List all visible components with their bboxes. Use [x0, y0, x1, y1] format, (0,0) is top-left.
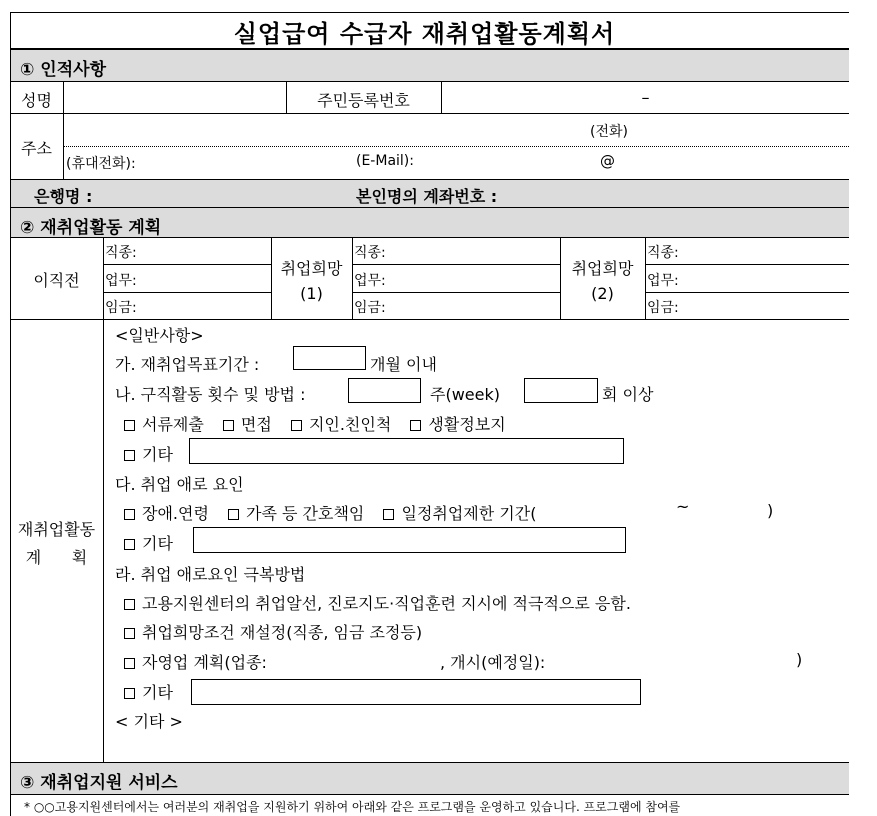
search-activity-label: 나. 구직활동 횟수 및 방법 : [115, 385, 306, 404]
section3-heading: ③ 재취업지원 서비스 [20, 773, 178, 793]
overcome-option-2[interactable] [124, 620, 422, 643]
method-classifieds-checkbox[interactable] [410, 415, 505, 434]
goal-period-suffix: 개월 이내 [370, 355, 437, 374]
obstacle-family-checkbox[interactable] [228, 504, 364, 523]
hope2-wage-label: 임금: [647, 300, 679, 316]
hope1-number: (1) [300, 284, 323, 303]
week-label: 주(week) [430, 385, 500, 404]
checkbox-icon [223, 420, 234, 431]
count-suffix: 회 이상 [602, 385, 654, 404]
self-employment-close-paren: ) [796, 650, 803, 669]
obstacle-other-checkbox[interactable] [124, 531, 173, 554]
other-section-field[interactable] [110, 732, 840, 760]
overcome-option-3-label: 자영업 계획(업종: [142, 653, 267, 672]
overcome-option-1-label: 고용지원센터의 취업알선, 진로지도·직업훈련 지시에 적극적으로 응함. [142, 594, 631, 613]
hope2-number: (2) [591, 284, 614, 303]
method-acquaintance-label: 지인.친인척 [308, 415, 392, 434]
checkbox-icon [383, 509, 394, 520]
name-label: 성명 [21, 91, 52, 110]
checkbox-icon [291, 420, 302, 431]
section2-heading: ② 재취업활동 계획 [20, 218, 162, 238]
goal-period-row [115, 352, 259, 375]
checkbox-icon [124, 599, 135, 610]
other-section-label: < 기타 > [115, 712, 183, 731]
restriction-close-paren: ) [767, 501, 774, 520]
mobile-label: (휴대전화): [66, 156, 136, 172]
obstacle-other-input[interactable] [193, 527, 626, 553]
form-title: 실업급여 수급자 재취업활동계획서 [233, 20, 616, 48]
email-label: (E-Mail): [356, 153, 414, 169]
obstacle-disability-checkbox[interactable] [124, 504, 209, 523]
method-documents-label: 서류제출 [142, 415, 204, 434]
hope2-job-label: 직종: [647, 245, 679, 261]
checkbox-icon [228, 509, 239, 520]
plan-label-2: 계 획 [25, 548, 88, 567]
restriction-tilde: ~ [676, 497, 690, 516]
method-other-label: 기타 [142, 445, 173, 464]
rrn-label: 주민등록번호 [317, 91, 410, 110]
method-classifieds-label: 생활정보지 [428, 415, 506, 434]
prev-job-field-label: 직종: [105, 245, 137, 261]
bank-label: 은행명 : [34, 187, 93, 206]
obstacles-row [124, 501, 536, 524]
self-employment-start-label: , 개시(예정일): [440, 653, 546, 672]
obstacle-restriction-label: 일정취업제한 기간( [401, 504, 537, 523]
hope2-label: 취업희망 [571, 259, 634, 278]
hope1-label: 취업희망 [280, 259, 343, 278]
obstacle-other-label: 기타 [142, 534, 173, 553]
address-label: 주소 [21, 139, 52, 158]
prev-job-label: 이직전 [33, 271, 80, 290]
method-documents-checkbox[interactable] [124, 415, 204, 434]
section1-band [10, 49, 849, 81]
account-label: 본인명의 계좌번호 : [356, 187, 498, 206]
goal-period-input[interactable] [293, 346, 366, 370]
overcome-other-checkbox[interactable] [124, 680, 173, 703]
method-interview-checkbox[interactable] [223, 415, 272, 434]
overcome-heading: 라. 취업 애로요인 극복방법 [115, 565, 306, 584]
rrn-field[interactable]: – [641, 88, 650, 107]
hope1-job-label: 직종: [354, 245, 386, 261]
method-other-input[interactable] [189, 438, 624, 464]
method-other-checkbox[interactable] [124, 442, 173, 465]
search-activity-count-input[interactable] [524, 378, 598, 403]
checkbox-icon [124, 539, 135, 550]
checkbox-icon [124, 509, 135, 520]
at-sign: @ [600, 152, 615, 170]
obstacle-family-label: 가족 등 간호책임 [246, 504, 365, 523]
checkbox-icon [124, 420, 135, 431]
overcome-option-2-label: 취업희망조건 재설정(직종, 임금 조정등) [142, 623, 423, 642]
name-field[interactable] [64, 82, 286, 113]
hope1-wage-label: 임금: [354, 300, 386, 316]
prev-work-field-label: 업무: [105, 273, 137, 289]
overcome-option-3[interactable] [124, 650, 267, 673]
overcome-other-input[interactable] [191, 679, 641, 705]
checkbox-icon [124, 658, 135, 669]
overcome-option-1[interactable] [124, 591, 631, 614]
method-interview-label: 면접 [240, 415, 272, 434]
section3-note: * ○○고용지원센터에서는 여러분의 재취업을 지원하기 위하여 아래와 같은 프로그램을 운영하고 있습니다. 프로그램에 참여를 [24, 800, 681, 814]
hope2-work-label: 업무: [647, 273, 679, 289]
search-activity-weeks-input[interactable] [348, 378, 421, 403]
method-acquaintance-checkbox[interactable] [291, 415, 391, 434]
checkbox-icon [124, 688, 135, 699]
obstacle-disability-label: 장애.연령 [142, 504, 209, 523]
methods-row [124, 412, 506, 435]
address-field[interactable] [64, 114, 849, 146]
checkbox-icon [124, 628, 135, 639]
obstacle-restriction-checkbox[interactable] [383, 504, 536, 523]
section1-heading: ① 인적사항 [20, 60, 106, 80]
checkbox-icon [410, 420, 421, 431]
obstacles-heading: 다. 취업 애로 요인 [115, 475, 244, 494]
checkbox-icon [124, 450, 135, 461]
general-header: <일반사항> [115, 326, 204, 345]
overcome-other-label: 기타 [142, 683, 173, 702]
phone-label: (전화) [590, 124, 628, 140]
goal-period-label: 가. 재취업목표기간 : [115, 355, 260, 374]
prev-wage-field-label: 임금: [105, 300, 137, 316]
hope1-work-label: 업무: [354, 273, 386, 289]
plan-label: 재취업활동 [17, 520, 96, 539]
